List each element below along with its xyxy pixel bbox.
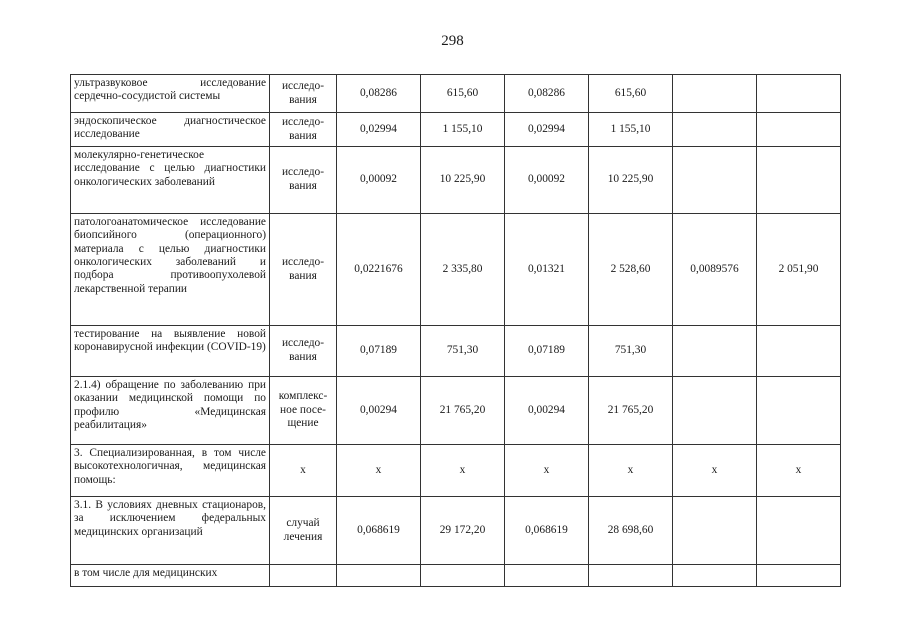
row-value: 0,01321 xyxy=(505,214,589,326)
row-unit: исследо-вания xyxy=(270,214,337,326)
row-value xyxy=(757,565,841,587)
row-value: 28 698,60 xyxy=(589,497,673,565)
table-row xyxy=(71,497,841,565)
row-name: 2.1.4) обращение по заболеванию при оказании медицинской помощи по профилю «Медицинская реабилитация» xyxy=(71,377,270,445)
row-value xyxy=(757,377,841,445)
row-value: х xyxy=(757,445,841,497)
row-unit: исследо-вания xyxy=(270,75,337,113)
row-name: молекулярно-генетическое исследование с целью диагностики онкологических заболеваний xyxy=(71,147,270,214)
row-unit: исследо-вания xyxy=(270,326,337,377)
row-unit xyxy=(270,565,337,587)
row-value: 2 051,90 xyxy=(757,214,841,326)
row-name: 3.1. В условиях дневных стационаров, за исключением федеральных медицинских организаций xyxy=(71,497,270,565)
row-name: ультразвуковое исследование сердечно-сосудистой системы xyxy=(71,75,270,113)
row-value: 29 172,20 xyxy=(421,497,505,565)
row-value: 751,30 xyxy=(589,326,673,377)
row-value: 2 528,60 xyxy=(589,214,673,326)
table-row xyxy=(71,326,841,377)
page-number: 298 xyxy=(441,33,464,49)
row-value xyxy=(673,565,757,587)
row-name: в том числе для медицинских xyxy=(71,565,270,587)
row-value xyxy=(673,113,757,147)
row-value: х xyxy=(673,445,757,497)
table-row xyxy=(71,377,841,445)
row-value xyxy=(337,565,421,587)
row-name: тестирование на выявление новой коронавирусной инфекции (COVID-19) xyxy=(71,326,270,377)
row-value xyxy=(589,565,673,587)
row-unit: х xyxy=(270,445,337,497)
row-value: 0,0089576 xyxy=(673,214,757,326)
row-value: 0,00092 xyxy=(337,147,421,214)
row-value: 10 225,90 xyxy=(421,147,505,214)
row-value: х xyxy=(337,445,421,497)
row-value: 21 765,20 xyxy=(589,377,673,445)
row-value xyxy=(673,75,757,113)
row-value xyxy=(673,497,757,565)
row-name: патологоанатомическое исследование биопсийного (операционного) материала с целью диагностики онкологических заболеваний и подбора противоопухолевой лекарственной терапии xyxy=(71,214,270,326)
row-value: 0,02994 xyxy=(337,113,421,147)
row-unit: комплекс-ное посе-щение xyxy=(270,377,337,445)
row-unit: исследо-вания xyxy=(270,113,337,147)
table-row xyxy=(71,113,841,147)
row-value: 10 225,90 xyxy=(589,147,673,214)
row-value xyxy=(673,326,757,377)
row-unit: исследо-вания xyxy=(270,147,337,214)
row-value: 751,30 xyxy=(421,326,505,377)
table-row xyxy=(71,214,841,326)
row-value: 0,07189 xyxy=(337,326,421,377)
row-value: 0,07189 xyxy=(505,326,589,377)
row-value: х xyxy=(505,445,589,497)
row-value: 1 155,10 xyxy=(589,113,673,147)
row-value: 0,02994 xyxy=(505,113,589,147)
row-value: 0,08286 xyxy=(505,75,589,113)
row-value: 0,00294 xyxy=(337,377,421,445)
row-value: 21 765,20 xyxy=(421,377,505,445)
row-value: 0,00092 xyxy=(505,147,589,214)
row-value xyxy=(757,75,841,113)
table-row xyxy=(71,565,841,587)
row-unit: случай лечения xyxy=(270,497,337,565)
row-value xyxy=(421,565,505,587)
row-value: х xyxy=(589,445,673,497)
row-value: 615,60 xyxy=(589,75,673,113)
row-value xyxy=(757,326,841,377)
row-value: 0,068619 xyxy=(337,497,421,565)
row-value: 0,00294 xyxy=(505,377,589,445)
row-value xyxy=(757,113,841,147)
row-value: 0,0221676 xyxy=(337,214,421,326)
row-value: 0,068619 xyxy=(505,497,589,565)
row-value: 2 335,80 xyxy=(421,214,505,326)
row-name: 3. Специализированная, в том числе высокотехнологичная, медицинская помощь: xyxy=(71,445,270,497)
row-name: эндоскопическое диагностическое исследование xyxy=(71,113,270,147)
row-value xyxy=(673,147,757,214)
table-row xyxy=(71,147,841,214)
row-value: 1 155,10 xyxy=(421,113,505,147)
row-value: 0,08286 xyxy=(337,75,421,113)
row-value: х xyxy=(421,445,505,497)
row-value xyxy=(757,147,841,214)
data-table xyxy=(70,74,841,587)
row-value xyxy=(757,497,841,565)
row-value xyxy=(673,377,757,445)
table-row xyxy=(71,445,841,497)
row-value xyxy=(505,565,589,587)
row-value: 615,60 xyxy=(421,75,505,113)
table-row xyxy=(71,75,841,113)
